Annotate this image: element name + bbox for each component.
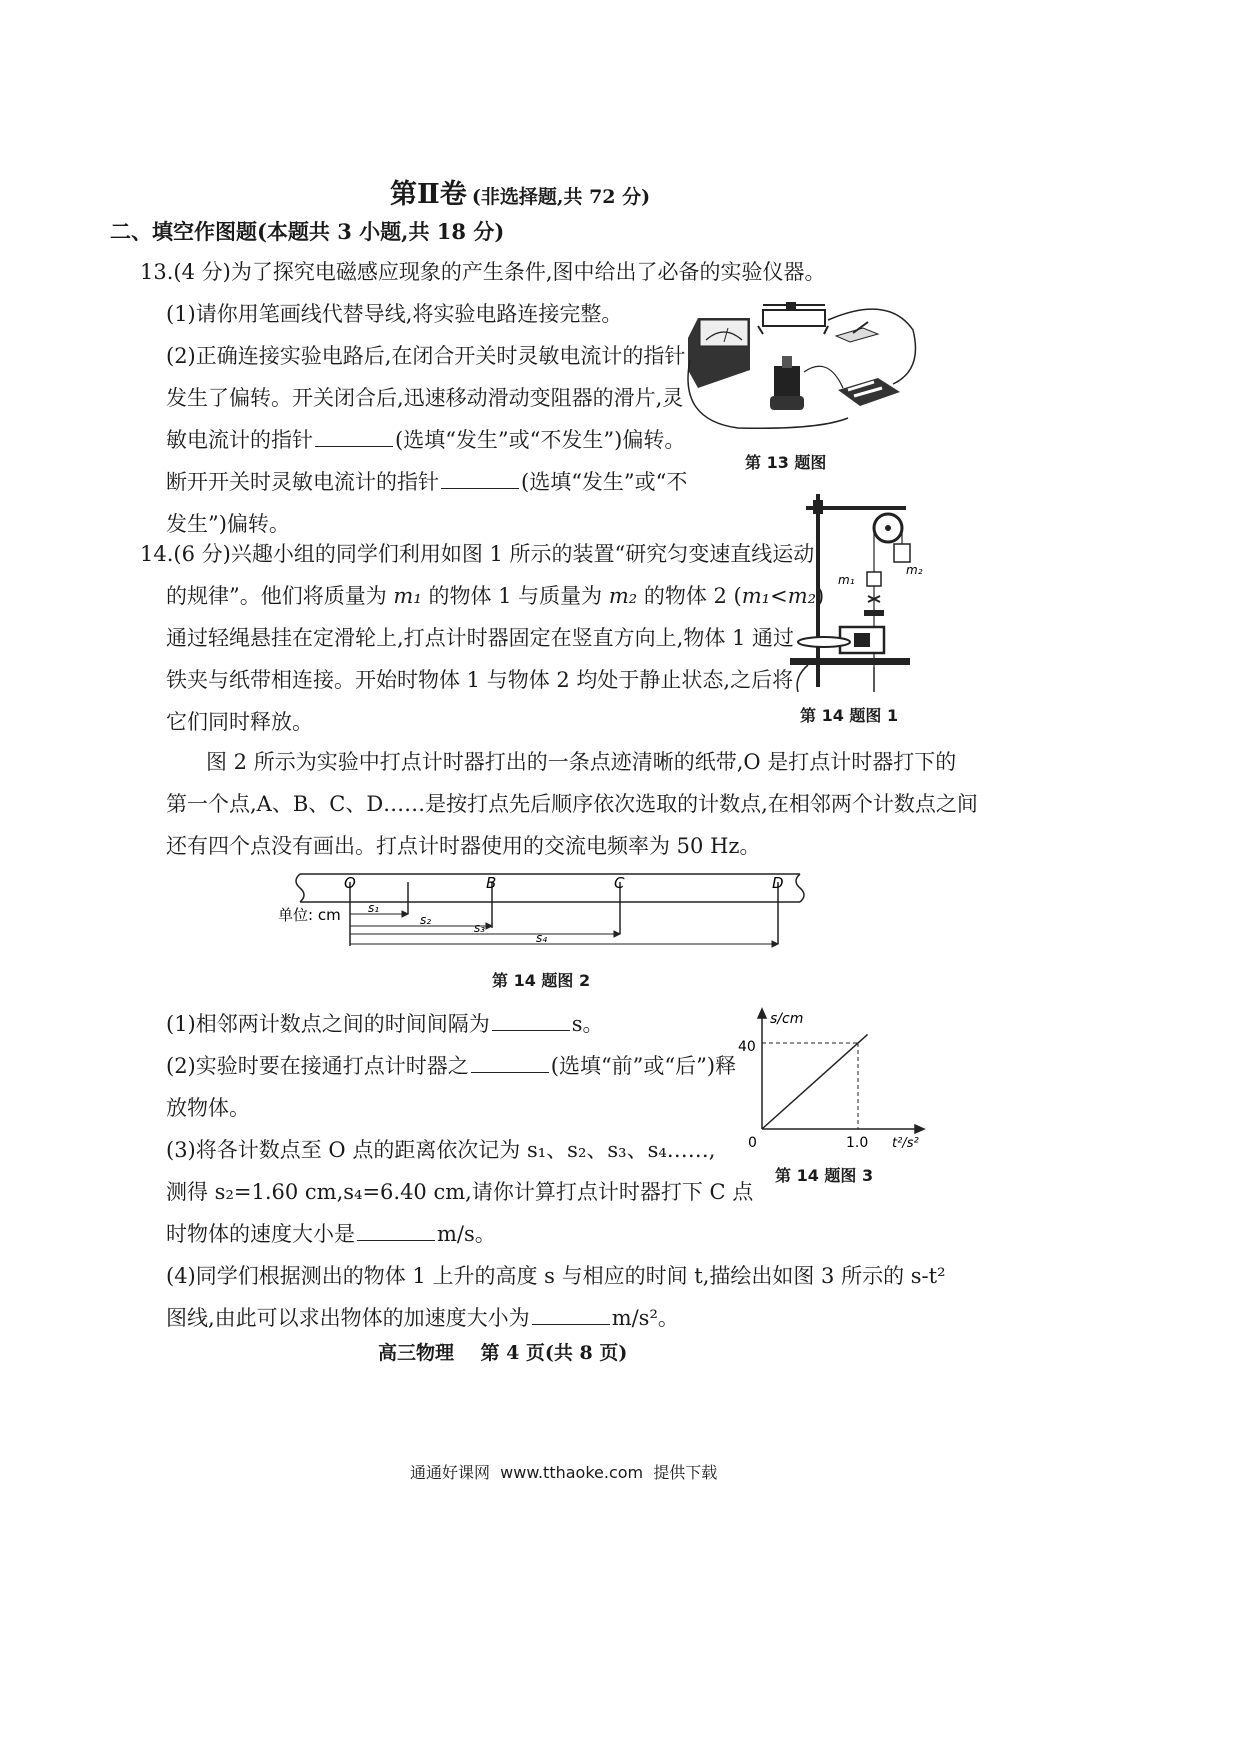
q14-figure1-apparatus xyxy=(788,492,928,702)
q14-line5: 它们同时释放。 xyxy=(166,710,313,734)
galvanometer-icon xyxy=(688,318,750,388)
q14-text: 时物体的速度大小是 xyxy=(166,1222,355,1246)
source-footer: 通通好课网 www.tthaoke.com 提供下载 xyxy=(410,1463,718,1482)
q14-sub4-line2 xyxy=(166,1304,679,1332)
page-title xyxy=(390,172,650,211)
q13-figure-caption: 第 13 题图 xyxy=(745,453,827,472)
q13-text: 敏电流计的指针 xyxy=(166,428,313,452)
tape-count-points xyxy=(350,882,778,946)
q13-text: (选填“发生”或“不发生”)偏转。 xyxy=(395,428,686,452)
answer-blank[interactable] xyxy=(315,426,393,447)
page-footer: 高三物理 第 4 页(共 8 页) xyxy=(378,1342,628,1364)
title-sub: (非选择题,共 72 分) xyxy=(471,186,651,208)
q14-text: 图线,由此可以求出物体的加速度大小为 xyxy=(166,1306,530,1330)
q14-sub3-line1: (3)将各计数点至 O 点的距离依次记为 s₁、s₂、s₃、s₄……, xyxy=(166,1138,716,1162)
fig1-m1-label: m₁ xyxy=(838,573,855,587)
s-t2-line xyxy=(762,1034,868,1129)
tape-label-d: D xyxy=(772,874,784,892)
q14-line4: 铁夹与纸带相连接。开始时物体 1 与物体 2 均处于静止状态,之后将 xyxy=(166,668,794,692)
origin-label: 0 xyxy=(748,1135,757,1151)
tape-unit-label: 单位: cm xyxy=(278,906,341,924)
q14-sub3-line2: 测得 s₂=1.60 cm,s₄=6.40 cm,请你计算打点计时器打下 C 点 xyxy=(166,1180,754,1204)
q14-figure3-caption: 第 14 题图 3 xyxy=(775,1166,874,1185)
q14-text: ) xyxy=(816,584,825,608)
q13-text: (选填“发生”或“不 xyxy=(521,470,688,494)
coil-icon xyxy=(770,356,804,410)
section-heading: 二、填空作图题(本题共 3 小题,共 18 分) xyxy=(110,219,505,244)
q14-text: 的物体 2 ( xyxy=(637,584,742,608)
y-axis-arrow xyxy=(758,1009,766,1018)
q14-sub2 xyxy=(166,1052,736,1080)
tape-label-o: O xyxy=(344,874,356,892)
q14-text: 的物体 1 与质量为 xyxy=(421,584,609,608)
q14-text: (2)实验时要在接通打点计时器之 xyxy=(166,1054,469,1078)
q14-text: s。 xyxy=(571,1012,604,1036)
answer-blank[interactable] xyxy=(492,1010,570,1031)
q13-apparatus-figure xyxy=(678,300,928,440)
q14-line1: 14.(6 分)兴趣小组的同学们利用如图 1 所示的装置“研究匀变速直线运动 xyxy=(140,542,815,566)
q14-text: m/s²。 xyxy=(611,1306,679,1330)
battery-icon xyxy=(838,378,900,406)
q13-part2-line4 xyxy=(166,468,687,496)
x-axis-arrow xyxy=(915,1125,924,1133)
tape-s4-label: s₄ xyxy=(536,931,548,945)
tape-label-c: C xyxy=(614,874,625,892)
q14-para2-line1: 图 2 所示为实验中打点计时器打出的一条点迹清晰的纸带,O 是打点计时器打下的 xyxy=(206,750,957,774)
q14-sub3-line3 xyxy=(166,1220,496,1248)
q14-text: 的规律”。他们将质量为 xyxy=(166,584,394,608)
q13-part2-line5: 发生”)偏转。 xyxy=(166,512,290,536)
q13-part1: (1)请你用笔画线代替导线,将实验电路连接完整。 xyxy=(166,302,623,326)
fig1-m2-label: m₂ xyxy=(906,563,923,577)
q14-para2-line2: 第一个点,A、B、C、D……是按打点先后顺序依次选取的计数点,在相邻两个计数点之间 xyxy=(166,792,978,816)
q14-figure3-graph xyxy=(730,1005,940,1155)
switch-icon xyxy=(836,322,878,342)
tape-s1-label: s₁ xyxy=(368,901,380,915)
q14-figure1-caption: 第 14 题图 1 xyxy=(800,706,899,725)
q14-text: m/s。 xyxy=(437,1222,496,1246)
tape-s3-label: s₃ xyxy=(474,921,486,935)
q14-line2 xyxy=(166,582,824,610)
tape-label-b: B xyxy=(486,874,497,892)
q14-figure2-caption: 第 14 题图 2 xyxy=(492,971,591,990)
y-tick-label: 40 xyxy=(738,1039,756,1055)
q14-text: (1)相邻两计数点之间的时间间隔为 xyxy=(166,1012,490,1036)
answer-blank[interactable] xyxy=(471,1052,549,1073)
q14-sub2-cont: 放物体。 xyxy=(166,1096,250,1120)
y-axis-label: s/cm xyxy=(770,1011,804,1027)
mass-m2: m₂ xyxy=(608,584,638,608)
tape-s2-label: s₂ xyxy=(420,913,432,927)
rheostat-icon xyxy=(758,302,828,334)
q14-sub4-line1: (4)同学们根据测出的物体 1 上升的高度 s 与相应的时间 t,描绘出如图 3 所示的 s-t² xyxy=(166,1264,946,1288)
answer-blank[interactable] xyxy=(532,1304,610,1325)
mass-condition: m₁<m₂ xyxy=(741,584,817,608)
q13-stem: 13.(4 分)为了探究电磁感应现象的产生条件,图中给出了必备的实验仪器。 xyxy=(140,260,826,284)
q14-line3: 通过轻绳悬挂在定滑轮上,打点计时器固定在竖直方向上,物体 1 通过 xyxy=(166,626,795,650)
x-axis-label: t²/s² xyxy=(892,1136,919,1151)
q13-part2-line1: (2)正确连接实验电路后,在闭合开关时灵敏电流计的指针 xyxy=(166,344,686,368)
q14-sub1 xyxy=(166,1010,604,1038)
q14-text: (选填“前”或“后”)释 xyxy=(550,1054,737,1078)
pulley-stand-icon xyxy=(790,494,910,692)
q14-figure2-tape xyxy=(270,868,830,958)
q13-part2-line3 xyxy=(166,426,685,454)
q14-para2-line3: 还有四个点没有画出。打点计时器使用的交流电频率为 50 Hz。 xyxy=(166,834,761,858)
title-main: 第Ⅱ卷 xyxy=(390,179,467,210)
x-tick-label: 1.0 xyxy=(846,1135,869,1151)
q13-text: 断开开关时灵敏电流计的指针 xyxy=(166,470,439,494)
answer-blank[interactable] xyxy=(357,1220,435,1241)
mass-m1: m₁ xyxy=(393,584,422,608)
q13-part2-line2: 发生了偏转。开关闭合后,迅速移动滑动变阻器的滑片,灵 xyxy=(166,386,684,410)
answer-blank[interactable] xyxy=(441,468,519,489)
